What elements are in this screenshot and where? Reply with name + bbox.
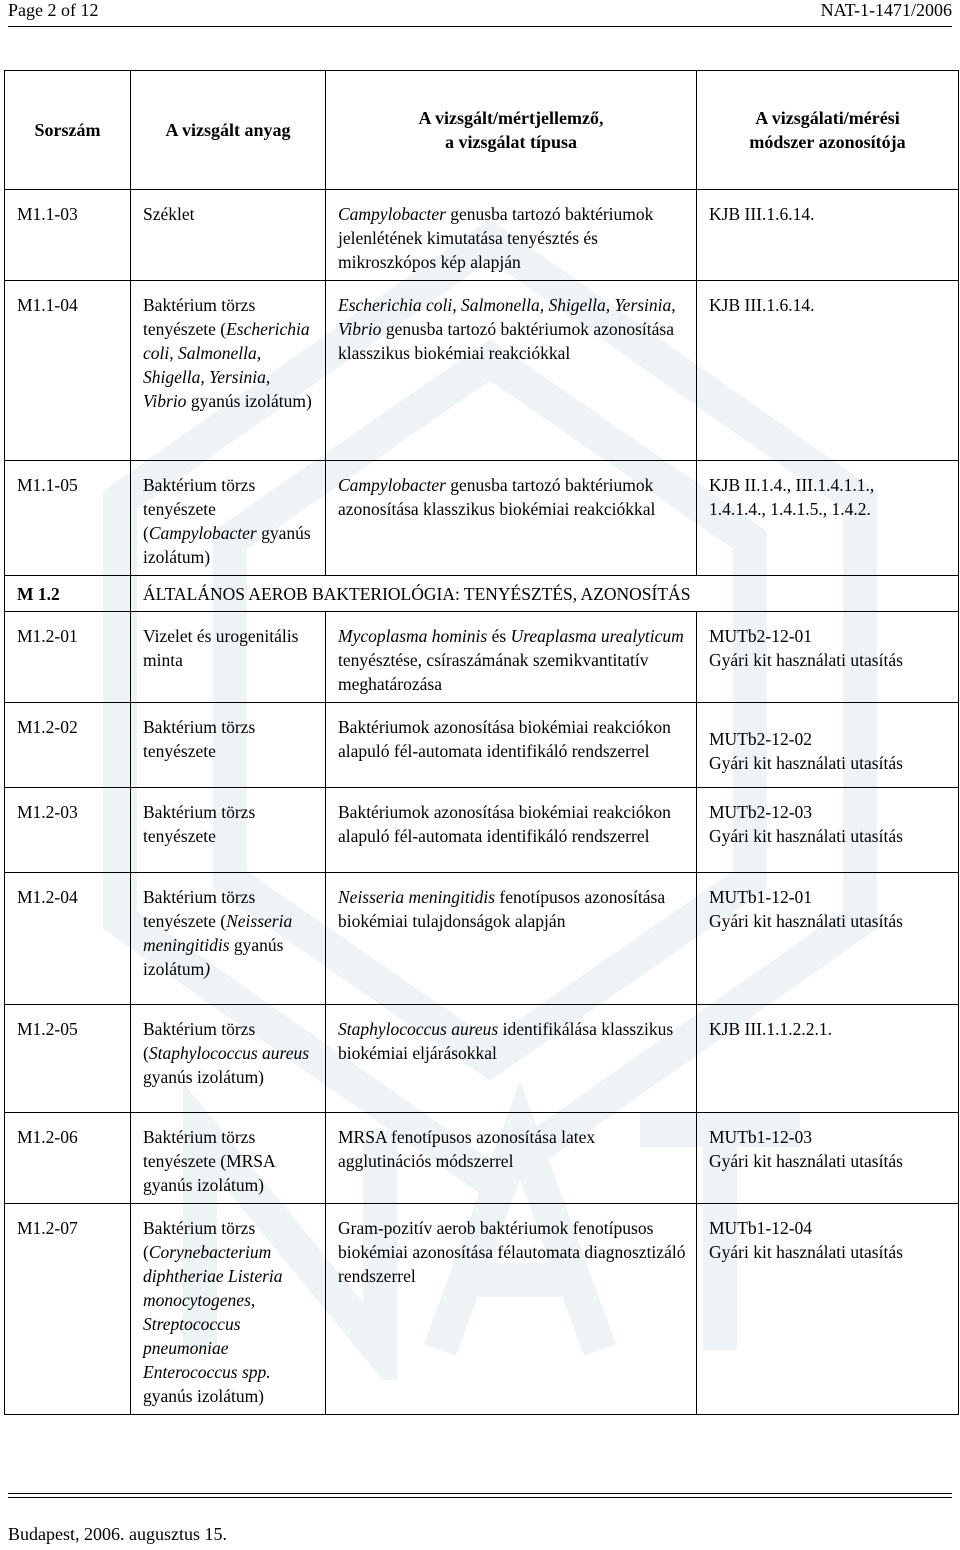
row-id: M1.2-03	[17, 802, 78, 822]
row-method: MUTb1-12-01 Gyári kit használati utasítás	[709, 887, 903, 931]
table-header-row	[5, 71, 959, 190]
page-header	[0, 0, 960, 22]
row-material: Baktérium törzs tenyészete (Escherichia coli, Salmonella, Shigella, Yersinia, Vibrio gyanús izolátum)	[143, 295, 312, 411]
row-id: M1.2-07	[17, 1218, 78, 1238]
row-id: M1.2-02	[17, 717, 78, 737]
row-method: KJB III.1.1.2.2.1.	[709, 1019, 832, 1039]
row-id: M1.2-06	[17, 1127, 78, 1147]
section-row	[5, 576, 959, 612]
row-parameter: Campylobacter genusba tartozó baktériumok azonosítása klasszikus biokémiai reakciókkal	[338, 475, 656, 519]
table-row	[5, 281, 959, 461]
row-parameter: Campylobacter genusba tartozó baktériumok jelenlétének kimutatása tenyésztés és mikroszkópos kép alapján	[338, 204, 654, 272]
row-parameter: Neisseria meningitidis fenotípusos azonosítása biokémiai tulajdonságok alapján	[338, 887, 666, 931]
footer-rule	[8, 1497, 952, 1498]
row-parameter: Staphylococcus aureus identifikálása klasszikus biokémiai eljárásokkal	[338, 1019, 674, 1063]
row-id: M1.1-03	[17, 204, 78, 224]
row-material: Baktérium törzs (Staphylococcus aureus gyanús izolátum)	[143, 1019, 310, 1087]
col-header-material: A vizsgált anyag	[131, 71, 326, 190]
row-material: Baktérium törzs (Corynebacterium diphtheriae Listeria monocytogenes, Streptococcus pneumoniae Enterococcus spp. gyanús izolátum)	[143, 1218, 283, 1406]
page-number: Page 2 of 12	[8, 0, 99, 20]
row-method: MUTb1-12-03 Gyári kit használati utasítás	[709, 1127, 903, 1171]
footer-rule	[8, 1493, 952, 1494]
row-method: MUTb2-12-03 Gyári kit használati utasítás	[709, 802, 903, 846]
row-parameter: MRSA fenotípusos azonosítása latex agglutinációs módszerrel	[338, 1127, 596, 1171]
row-method: MUTb1-12-04 Gyári kit használati utasítás	[709, 1218, 903, 1262]
row-method: MUTb2-12-01 Gyári kit használati utasítás	[709, 626, 903, 670]
accreditation-table	[4, 70, 959, 1415]
row-material: Baktérium törzs tenyészete (MRSA gyanús izolátum)	[143, 1127, 275, 1195]
row-parameter: Gram-pozitív aerob baktériumok fenotípusos biokémiai azonosítása félautomata diagnosztizáló rendszerrel	[338, 1218, 686, 1286]
table-row	[5, 1005, 959, 1113]
col-header-parameter: A vizsgált/mértjellemző, a vizsgálat típusa	[326, 71, 697, 190]
row-parameter: Escherichia coli, Salmonella, Shigella, Yersinia, Vibrio genusba tartozó baktériumok azonosítása klasszikus biokémiai reakciókkal	[338, 295, 676, 363]
table-row	[5, 612, 959, 703]
row-material: Széklet	[143, 204, 195, 224]
section-id: M 1.2	[17, 584, 60, 604]
col-header-method: A vizsgálati/mérési módszer azonosítója	[697, 71, 959, 190]
row-method: KJB II.1.4., III.1.4.1.1., 1.4.1.4., 1.4.1.5., 1.4.2.	[709, 475, 875, 519]
row-material: Baktérium törzs tenyészete (Campylobacter gyanús izolátum)	[143, 475, 311, 567]
col-header-sorszam: Sorszám	[5, 71, 131, 190]
row-material: Baktérium törzs tenyészete (Neisseria meningitidis gyanús izolátum)	[143, 887, 293, 979]
section-title: ÁLTALÁNOS AEROB BAKTERIOLÓGIA: TENYÉSZTÉS, AZONOSÍTÁS	[143, 584, 691, 604]
footer-date: Budapest, 2006. augusztus 15.	[8, 1524, 227, 1544]
table-row	[5, 788, 959, 873]
row-material: Baktérium törzs tenyészete	[143, 802, 256, 846]
table-row	[5, 461, 959, 576]
row-parameter: Baktériumok azonosítása biokémiai reakciókon alapuló fél-automata identifikáló rendszerrel	[338, 717, 671, 761]
row-parameter: Mycoplasma hominis és Ureaplasma urealyticum tenyésztése, csíraszámának szemikvantitatív meghatározása	[338, 626, 684, 694]
row-method: KJB III.1.6.14.	[709, 295, 815, 315]
table-row	[5, 1113, 959, 1204]
row-method: MUTb2-12-02 Gyári kit használati utasítás	[709, 729, 903, 773]
document-id: NAT-1-1471/2006	[820, 0, 952, 20]
row-method: KJB III.1.6.14.	[709, 204, 815, 224]
table-row	[5, 703, 959, 788]
row-material: Vizelet és urogenitális minta	[143, 626, 299, 670]
header-rule	[8, 26, 952, 27]
row-id: M1.1-05	[17, 475, 78, 495]
row-id: M1.1-04	[17, 295, 78, 315]
row-material: Baktérium törzs tenyészete	[143, 717, 256, 761]
row-id: M1.2-04	[17, 887, 78, 907]
row-id: M1.2-05	[17, 1019, 78, 1039]
table-row	[5, 1204, 959, 1415]
table-row	[5, 873, 959, 1005]
row-parameter: Baktériumok azonosítása biokémiai reakciókon alapuló fél-automata identifikáló rendszerrel	[338, 802, 671, 846]
table-row	[5, 190, 959, 281]
row-id: M1.2-01	[17, 626, 78, 646]
